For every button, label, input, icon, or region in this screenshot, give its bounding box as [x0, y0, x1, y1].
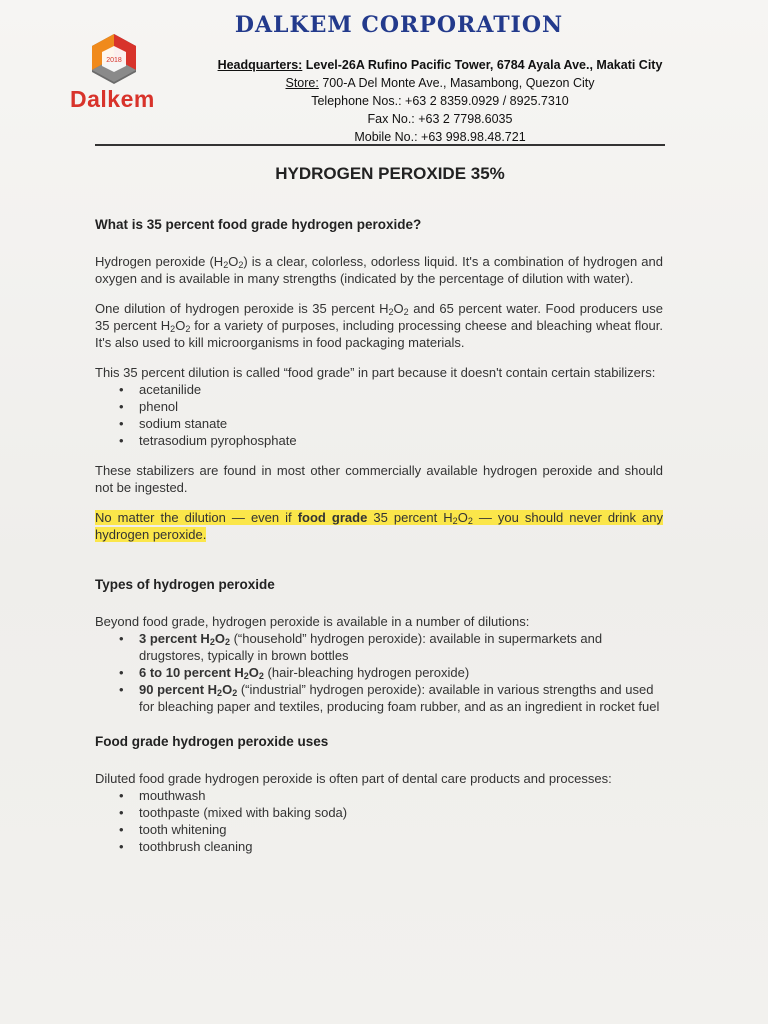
fax-line: Fax No.: +63 2 7798.6035	[367, 112, 513, 126]
logo-wordmark: Dalkem	[70, 86, 155, 112]
paragraph-uses-intro: Diluted food grade hydrogen peroxide is often part of dental care products and processes:	[95, 771, 612, 786]
list-item: • 90 percent $H_2O_2$ (“industrial” hydrogen peroxide): available in various strengths and used for bleaching paper and textiles, producing foam rubber, and as an ingredient in rocket fuel	[119, 681, 663, 715]
list-item: • 6 to 10 percent $H_2O_2$ (hair-bleaching hydrogen peroxide)	[119, 664, 663, 681]
logo-badge-text: 2018	[106, 57, 122, 64]
list-item: • tooth whitening	[119, 821, 663, 838]
store-line	[150, 74, 730, 92]
store-address: 700-A Del Monte Ave., Masambong, Quezon City	[322, 76, 595, 90]
list-item: • acetanilide	[119, 381, 663, 398]
list-item: • 3 percent $H_2O_2$ (“household” hydrogen peroxide): available in supermarkets and drugstores, typically in brown bottles	[119, 630, 663, 664]
paragraph-dilution: One dilution of hydrogen peroxide is 35 percent $H_2O_2$ and 65 percent water. Food producers use 35 percent $H_2O_2$ for a variety of purposes, including processing cheese and bleaching wheat flour. It's also used to kill microorganisms in food packaging materials.	[95, 301, 663, 350]
list-item: • phenol	[119, 398, 663, 415]
uses-list	[95, 787, 663, 855]
telephone-line: Telephone Nos.: +63 2 8359.0929 / 8925.7310	[311, 94, 569, 108]
section-heading-uses: Food grade hydrogen peroxide uses	[95, 734, 329, 749]
hq-label: Headquarters:	[217, 58, 303, 72]
section-heading-what-is: What is 35 percent food grade hydrogen peroxide?	[95, 217, 422, 232]
types-list	[95, 630, 663, 715]
paragraph-definition: Hydrogen peroxide $(H_2O_2)$ is a clear, colorless, odorless liquid. It's a combination of hydrogen and oxygen and is available in many strengths (indicated by the percentage of dilution with water).	[95, 254, 663, 286]
headquarters-line	[150, 56, 730, 74]
paragraph-stabilizers: These stabilizers are found in most other commercially available hydrogen peroxide and should not be ingested.	[95, 463, 663, 495]
stabilizer-list	[95, 381, 663, 449]
paragraph-food-grade: This 35 percent dilution is called “food grade” in part because it doesn't contain certain stabilizers:	[95, 365, 656, 380]
section-heading-types: Types of hydrogen peroxide	[95, 577, 275, 592]
hq-address: Level-26A Rufino Pacific Tower, 6784 Ayala Ave., Makati City	[305, 58, 663, 72]
list-item: • tetrasodium pyrophosphate	[119, 432, 663, 449]
company-name: DALKEM CORPORATION	[234, 12, 564, 38]
document-body	[95, 216, 663, 855]
document-title: HYDROGEN PEROXIDE 35%	[275, 164, 505, 183]
list-item: • mouthwash	[119, 787, 663, 804]
contact-block	[150, 56, 730, 146]
mobile-line: Mobile No.: +63 998.98.48.721	[354, 130, 526, 144]
store-label: Store:	[285, 76, 319, 90]
list-item: • toothbrush cleaning	[119, 838, 663, 855]
header-divider	[95, 144, 665, 146]
warning-highlight: No matter the dilution — even if food grade 35 percent $H_2O_2$ — you should never drink any hydrogen peroxide.	[95, 510, 664, 542]
list-item: • toothpaste (mixed with baking soda)	[119, 804, 663, 821]
list-item: • sodium stanate	[119, 415, 663, 432]
paragraph-types-intro: Beyond food grade, hydrogen peroxide is available in a number of dilutions:	[95, 614, 530, 629]
